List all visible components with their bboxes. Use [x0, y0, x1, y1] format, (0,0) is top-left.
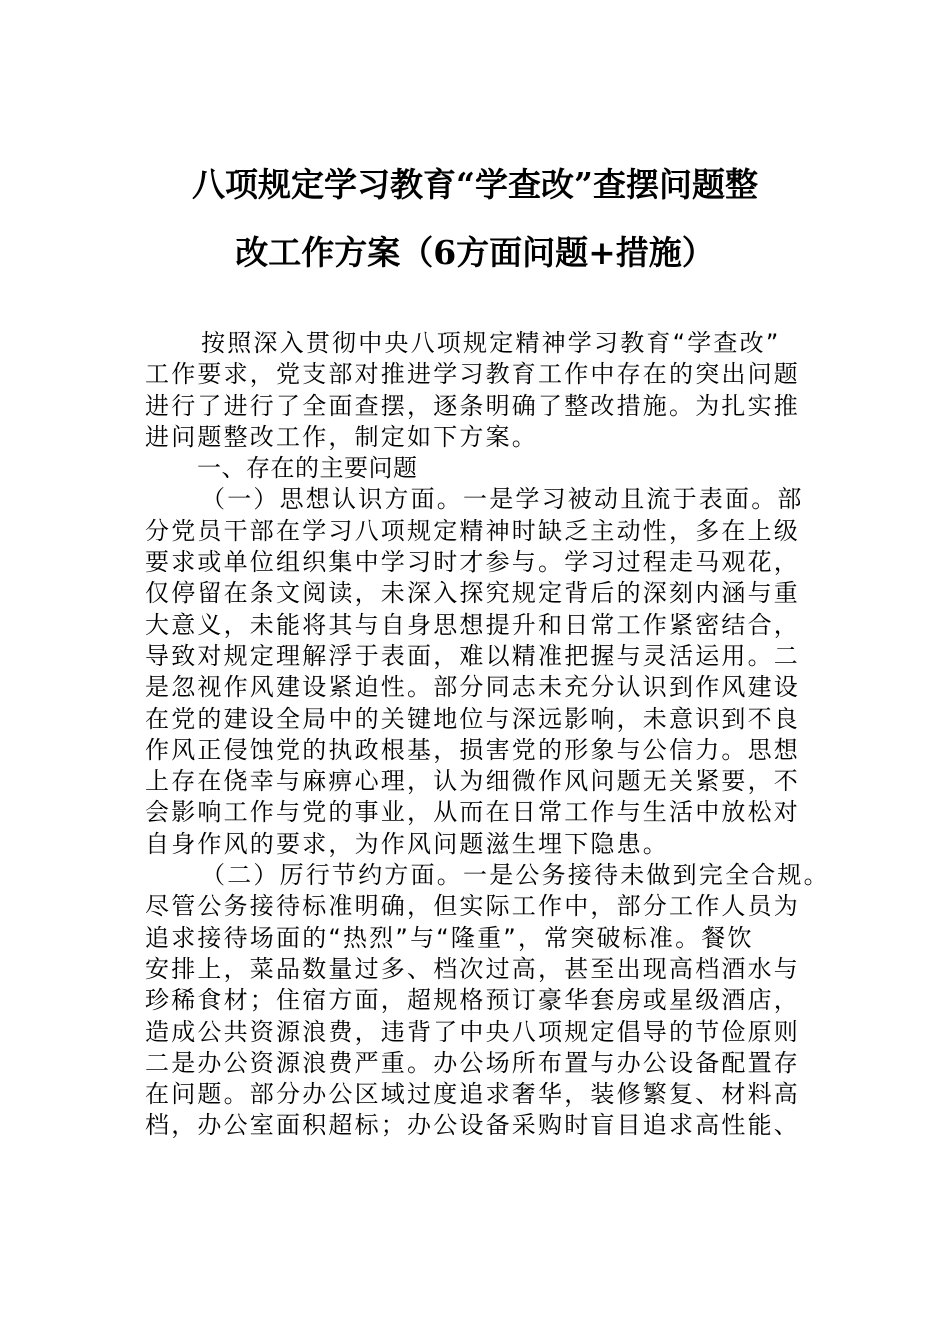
document-body	[145, 328, 830, 1142]
paragraph-line: 进行了进行了全面查摆，逐条明确了整改措施。为扎实推	[145, 391, 800, 420]
paragraph-line: 仅停留在条文阅读，未深入探究规定背后的深刻内涵与重	[145, 579, 800, 608]
paragraph-line: 自身作风的要求，为作风问题滋生埋下隐患。	[145, 829, 669, 858]
paragraph-line: 分党员干部在学习八项规定精神时缺乏主动性，多在上级	[145, 516, 800, 545]
paragraph-line: 工作要求，党支部对推进学习教育工作中存在的突出问题	[145, 360, 800, 389]
paragraph-line: 按照深入贯彻中央八项规定精神学习教育“学查改”	[201, 329, 781, 357]
paragraph-line: （一）思想认识方面。一是学习被动且流于表面。部	[201, 485, 804, 514]
document-title-line-1: 八项规定学习教育“学查改”查摆问题整	[192, 165, 758, 204]
paragraph-line: 大意义，未能将其与自身思想提升和日常工作紧密结合，	[145, 610, 800, 639]
paragraph-line: 导致对规定理解浮于表面，难以精准把握与灵活运用。二	[145, 641, 800, 670]
paragraph-line: 追求接待场面的“热烈”与“隆重”，常突破标准。餐饮	[145, 923, 754, 952]
paragraph-line: 二是办公资源浪费严重。办公场所布置与办公设备配置存	[145, 1048, 800, 1077]
paragraph-line: 进问题整改工作，制定如下方案。	[145, 422, 538, 451]
paragraph-line: （二）厉行节约方面。一是公务接待未做到完全合规。	[201, 861, 830, 890]
paragraph-line: 珍稀食材；住宿方面，超规格预订豪华套房或星级酒店，	[145, 986, 800, 1015]
paragraph-line: 会影响工作与党的事业，从而在日常工作与生活中放松对	[145, 798, 800, 827]
section-heading: 一、存在的主要问题	[197, 454, 418, 483]
paragraph-line: 上存在侥幸与麻痹心理，认为细微作风问题无关紧要，不	[145, 767, 800, 796]
paragraph-line: 档，办公室面积超标；办公设备采购时盲目追求高性能、	[145, 1111, 800, 1140]
paragraph-line: 是忽视作风建设紧迫性。部分同志未充分认识到作风建设	[145, 673, 800, 702]
paragraph-line: 在党的建设全局中的关键地位与深远影响，未意识到不良	[145, 704, 800, 733]
document-title-line-2: 改工作方案（6方面问题+措施）	[235, 233, 715, 272]
paragraph-line: 造成公共资源浪费，违背了中央八项规定倡导的节俭原则	[145, 1017, 800, 1046]
paragraph-line: 安排上，菜品数量过多、档次过高，甚至出现高档酒水与	[145, 954, 800, 983]
paragraph-line: 作风正侵蚀党的执政根基，损害党的形象与公信力。思想	[145, 735, 800, 764]
paragraph-line: 在问题。部分办公区域过度追求奢华，装修繁复、材料高	[145, 1080, 800, 1109]
paragraph-line: 要求或单位组织集中学习时才参与。学习过程走马观花，	[145, 548, 800, 577]
paragraph-line: 尽管公务接待标准明确，但实际工作中，部分工作人员为	[145, 892, 800, 921]
